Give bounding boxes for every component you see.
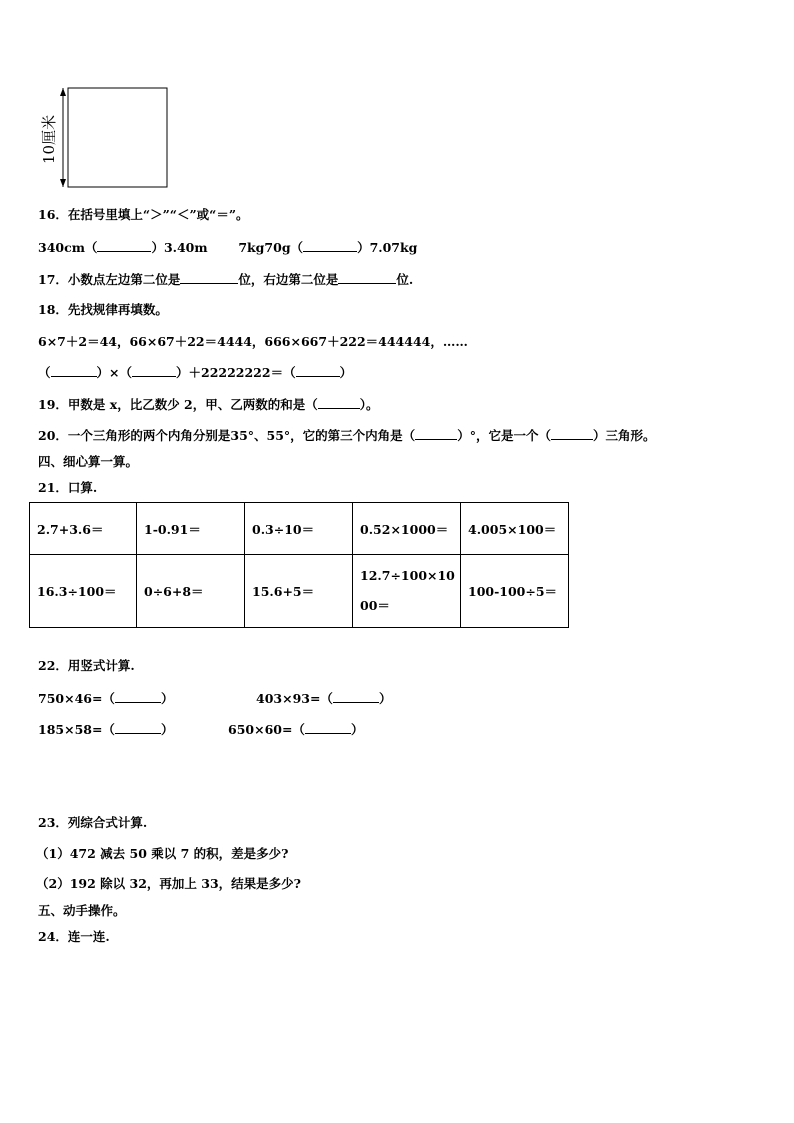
q22-blank[interactable] [305, 721, 351, 734]
q22-item [256, 690, 391, 707]
q22-blank[interactable] [115, 690, 161, 703]
q20-part1: 20．一个三角形的两个内角分别是35°、55°，它的第三个内角是（ [38, 428, 416, 443]
q16-a-right: ）3.40m [151, 240, 208, 255]
q22-expr: 750×46=（ [38, 691, 115, 706]
q18-blank-3[interactable] [296, 364, 340, 377]
q17-blank-2[interactable] [338, 271, 396, 284]
q22-close: ） [160, 691, 174, 706]
table-cell: 1-0.91＝ [137, 503, 245, 555]
q16-title: 16．在括号里填上“＞”“＜”或“＝”。 [38, 207, 249, 222]
table-row [30, 555, 569, 628]
table-cell: 2.7+3.6＝ [30, 503, 137, 555]
table-cell: 100-100÷5＝ [461, 555, 569, 628]
q17-part2: 位，右边第二位是 [238, 272, 339, 287]
q24-title: 24．连一连. [38, 929, 110, 944]
table-cell: 16.3÷100＝ [30, 555, 137, 628]
q18-p4: ） [339, 365, 353, 380]
q16-compare-row [38, 239, 417, 256]
table-row [30, 503, 569, 555]
q19-part1: 19．甲数是 x，比乙数少 2，甲、乙两数的和是（ [38, 397, 318, 412]
q22-close: ） [350, 722, 364, 737]
mental-math-table [29, 502, 569, 628]
q18-blank-2[interactable] [132, 364, 176, 377]
square-shape [68, 88, 167, 187]
table-cell: 12.7÷100×1000＝ [353, 555, 461, 628]
q20-part2: ）°，它是一个（ [457, 428, 551, 443]
q18-p3: ）＋22222222＝（ [176, 365, 296, 380]
q17-part1: 17．小数点左边第二位是 [38, 272, 181, 287]
q16-b-left: 7kg70g（ [238, 240, 304, 255]
q21-title: 21．口算. [38, 480, 98, 495]
table-cell: 0÷6+8＝ [137, 555, 245, 628]
q20-line [38, 427, 655, 444]
q22-close: ） [378, 691, 392, 706]
q17-blank-1[interactable] [180, 271, 238, 284]
q18-p2: ）×（ [96, 365, 132, 380]
q22-title: 22．用竖式计算. [38, 658, 135, 673]
q16-b-blank[interactable] [303, 239, 357, 252]
q16-a-left: 340cm（ [38, 240, 98, 255]
square-figure [36, 84, 176, 194]
section4-heading: 四、细心算一算。 [38, 454, 139, 469]
q22-expr: 185×58=（ [38, 722, 115, 737]
table-cell: 0.52×1000＝ [353, 503, 461, 555]
dimension-label: 10厘米 [40, 114, 58, 164]
section5-heading: 五、动手操作。 [38, 903, 126, 918]
q17-part3: 位. [396, 272, 414, 287]
q23-sub2: （2）192 除以 32，再加上 33，结果是多少? [36, 876, 301, 891]
table-cell: 0.3÷10＝ [245, 503, 353, 555]
q22-blank[interactable] [333, 690, 379, 703]
q19-blank[interactable] [318, 396, 360, 409]
q22-item [228, 721, 363, 738]
q19-line [38, 396, 379, 413]
q19-part2: ）。 [359, 397, 379, 412]
q16-a-blank[interactable] [97, 239, 151, 252]
table-cell: 4.005×100＝ [461, 503, 569, 555]
q22-item [38, 690, 173, 707]
q23-sub1: （1）472 减去 50 乘以 7 的积，差是多少? [36, 846, 289, 861]
q23-title: 23．列综合式计算. [38, 815, 148, 830]
q18-pattern: 6×7＋2＝44，66×67＋22＝4444，666×667＋222＝444444，…… [38, 334, 468, 349]
q18-fill-row [38, 364, 352, 381]
q22-expr: 403×93=（ [256, 691, 333, 706]
q20-part3: ）三角形。 [592, 428, 656, 443]
q22-close: ） [160, 722, 174, 737]
q22-blank[interactable] [115, 721, 161, 734]
square-diagram [36, 84, 176, 194]
q20-blank-1[interactable] [415, 427, 457, 440]
q18-title: 18．先找规律再填数。 [38, 302, 168, 317]
dimension-arrow-top [60, 88, 66, 96]
q20-blank-2[interactable] [551, 427, 593, 440]
q18-blank-1[interactable] [51, 364, 97, 377]
dimension-arrow-bottom [60, 179, 66, 187]
q17-line [38, 271, 413, 288]
table-cell: 15.6+5＝ [245, 555, 353, 628]
q22-expr: 650×60=（ [228, 722, 305, 737]
q22-item [38, 721, 173, 738]
q18-p1: （ [38, 365, 51, 380]
q16-b-right: ）7.07kg [357, 240, 418, 255]
